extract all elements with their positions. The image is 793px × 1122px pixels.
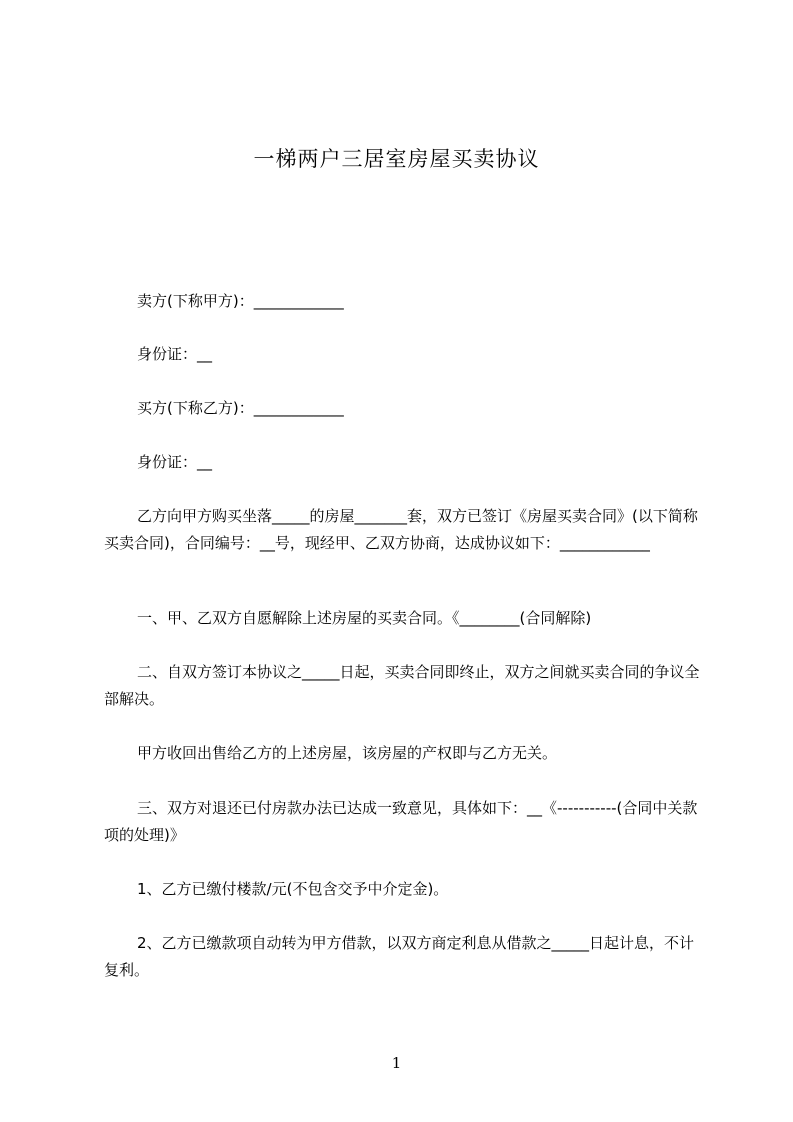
- clause-2: 二、自双方签订本协议之_____日起，买卖合同即终止，双方之间就买卖合同的争议全部解决。: [104, 663, 700, 708]
- clause-3-item-1: 1、乙方已缴付楼款/元(不包含交予中介定金)。: [137, 880, 449, 898]
- buyer-id-line: 身份证：__: [137, 453, 213, 471]
- clause-1: 一、甲、乙双方自愿解除上述房屋的买卖合同。《________(合同解除): [137, 609, 592, 627]
- document-title: 一梯两户三居室房屋买卖协议: [253, 147, 540, 171]
- clause-3-item-2: 2、乙方已缴款项自动转为甲方借款，以双方商定利息从借款之_____日起计息，不计复利。: [104, 934, 695, 979]
- clause-3: 三、双方对退还已付房款办法已达成一致意见，具体如下：__《-----------(合同中关款项的处理)》: [104, 799, 698, 844]
- buyer-line: 买方(下称乙方)：____________: [137, 399, 344, 417]
- seller-id-line: 身份证：__: [137, 345, 213, 363]
- page-number: 1: [391, 1054, 402, 1072]
- clause-2-note: 甲方收回出售给乙方的上述房屋，该房屋的产权即与乙方无关。: [137, 744, 558, 762]
- seller-line: 卖方(下称甲方)：____________: [137, 292, 344, 310]
- preamble-paragraph: 乙方向甲方购买坐落_____的房屋_______套，双方已签订《房屋买卖合同》(以下简称买卖合同)，合同编号：__号，现经甲、乙双方协商，达成协议如下：____________: [104, 507, 698, 552]
